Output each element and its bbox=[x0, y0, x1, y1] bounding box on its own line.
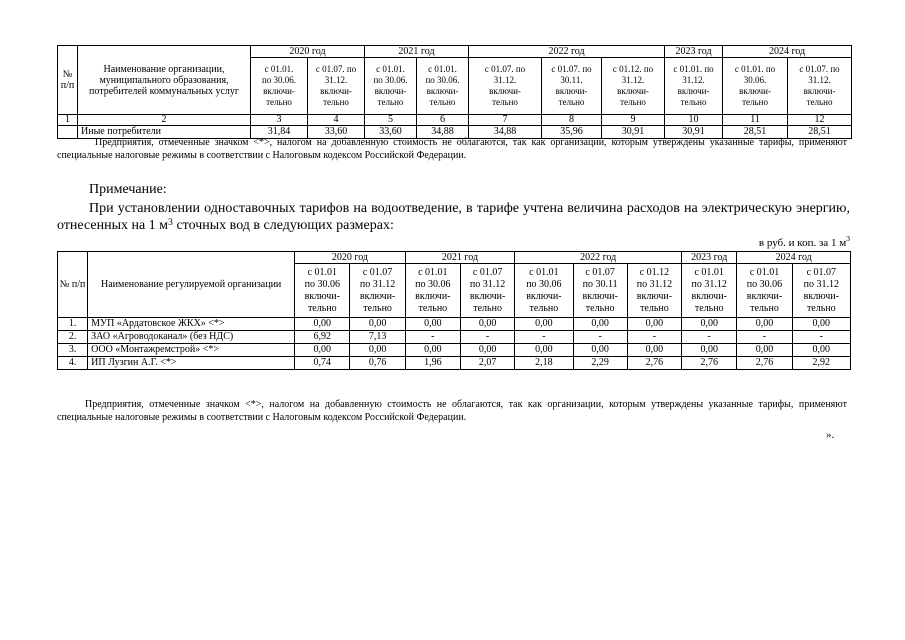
period-header: с 01.01 по 31.12 включи- тельно bbox=[682, 264, 737, 318]
period-header: с 01.01 по 30.06 включи- тельно bbox=[405, 264, 460, 318]
closing-quote: ». bbox=[826, 429, 835, 441]
tariff-value: 2,76 bbox=[737, 357, 792, 370]
row-organization-name: МУП «Ардатовское ЖКХ» <*> bbox=[88, 318, 295, 331]
tariff-value: 33,60 bbox=[308, 126, 365, 139]
tariff-value: - bbox=[460, 331, 514, 344]
tariff-value: 1,96 bbox=[405, 357, 460, 370]
tariff-value: 0,00 bbox=[792, 344, 850, 357]
tariff-value: 0,00 bbox=[573, 344, 627, 357]
column-number: 2 bbox=[78, 115, 251, 126]
row-organization-name: ООО «Монтажремстрой» <*> bbox=[88, 344, 295, 357]
period-header: с 01.01. по 31.12. включи- тельно bbox=[665, 58, 723, 115]
tariff-value: 2,76 bbox=[682, 357, 737, 370]
period-header: с 01.12. по 31.12. включи- тельно bbox=[602, 58, 665, 115]
period-header: с 01.01. по 30.06. включи- тельно bbox=[365, 58, 417, 115]
tariff-value: 31,84 bbox=[251, 126, 308, 139]
tariff-value: 0,00 bbox=[515, 344, 573, 357]
tariff-value: 6,92 bbox=[295, 331, 350, 344]
period-header: с 01.07 по 30.11 включи- тельно bbox=[573, 264, 627, 318]
tariff-value: - bbox=[573, 331, 627, 344]
period-header: с 01.01. по 30.06. включи- тельно bbox=[417, 58, 469, 115]
header-organization-name: Наименование регулируемой организации bbox=[88, 252, 295, 318]
header-year-2022: 2022 год bbox=[515, 252, 682, 264]
note-title: Примечание: bbox=[89, 182, 167, 197]
column-number: 7 bbox=[469, 115, 542, 126]
header-year-2023: 2023 год bbox=[665, 46, 723, 58]
header-year-2024: 2024 год bbox=[737, 252, 851, 264]
column-number: 12 bbox=[788, 115, 852, 126]
tariff-value: 28,51 bbox=[723, 126, 788, 139]
tariff-value: 0,00 bbox=[682, 318, 737, 331]
tariff-value: 2,29 bbox=[573, 357, 627, 370]
column-number: 1 bbox=[58, 115, 78, 126]
column-number: 4 bbox=[308, 115, 365, 126]
period-header: с 01.01 по 30.06 включи- тельно bbox=[295, 264, 350, 318]
tariff-value: 33,60 bbox=[365, 126, 417, 139]
row-organization-name: ЗАО «Агроводоканал» (без НДС) bbox=[88, 331, 295, 344]
tariff-value: - bbox=[682, 331, 737, 344]
tariff-value: 0,00 bbox=[405, 318, 460, 331]
tariff-value: 0,00 bbox=[627, 344, 681, 357]
tariff-value: - bbox=[792, 331, 850, 344]
tariff-value: 2,07 bbox=[460, 357, 514, 370]
electricity-cost-table bbox=[57, 251, 851, 370]
tariff-value: 2,18 bbox=[515, 357, 573, 370]
tariff-table-consumers bbox=[57, 45, 852, 139]
tariff-value: - bbox=[515, 331, 573, 344]
header-year-2021: 2021 год bbox=[365, 46, 469, 58]
tariff-value: 0,74 bbox=[295, 357, 350, 370]
header-number: № п/п bbox=[58, 252, 88, 318]
header-year-2023: 2023 год bbox=[682, 252, 737, 264]
table-row bbox=[58, 331, 851, 344]
table-row bbox=[58, 318, 851, 331]
period-header: с 01.01. по 30.06. включи- тельно bbox=[723, 58, 788, 115]
row-number: 3. bbox=[58, 344, 88, 357]
header-year-2020: 2020 год bbox=[295, 252, 406, 264]
tariff-value: 0,76 bbox=[350, 357, 405, 370]
period-header: с 01.07. по 31.12. включи- тельно bbox=[308, 58, 365, 115]
period-header: с 01.01 по 30.06 включи- тельно bbox=[515, 264, 573, 318]
column-number: 11 bbox=[723, 115, 788, 126]
tariff-value: 0,00 bbox=[682, 344, 737, 357]
tariff-value: - bbox=[627, 331, 681, 344]
unit-label: в руб. и коп. за 1 $м^3$ bbox=[758, 234, 850, 249]
tariff-value: 0,00 bbox=[573, 318, 627, 331]
column-number: 9 bbox=[602, 115, 665, 126]
period-header: с 01.01. по 30.06. включи- тельно bbox=[251, 58, 308, 115]
footnote-vat: Предприятия, отмеченные значком <*>, налогом на добавленную стоимость не облагаются, так как организации, которым утверждены указанные тарифы, применяют специальные налоговые режимы в соответствии с Налоговым кодексом Российской Федерации. bbox=[57, 399, 847, 423]
tariff-value: 30,91 bbox=[602, 126, 665, 139]
header-organization-name: Наименование организации, муниципального образования, потребителей коммунальных услуг bbox=[78, 46, 251, 115]
tariff-value: 30,91 bbox=[665, 126, 723, 139]
period-header: с 01.12 по 31.12 включи- тельно bbox=[627, 264, 681, 318]
tariff-value: 0,00 bbox=[350, 318, 405, 331]
note-body: При установлении одноставочных тарифов на водоотведение, в тарифе учтена величина расходов на электрическую энергию, отнесенных на 1 $м^3$ сточных вод в следующих размерах: bbox=[57, 201, 850, 233]
period-header: с 01.07. по 31.12. включи- тельно bbox=[788, 58, 852, 115]
period-header: с 01.07. по 30.11. включи- тельно bbox=[542, 58, 602, 115]
column-number: 5 bbox=[365, 115, 417, 126]
tariff-value: 0,00 bbox=[737, 344, 792, 357]
footnote-vat: Предприятия, отмеченные значком <*>, налогом на добавленную стоимость не облагаются, так как организации, которым утверждены указанные тарифы, применяют специальные налоговые режимы в соответствии с Налоговым кодексом Российской Федерации. bbox=[57, 137, 847, 161]
column-number: 3 bbox=[251, 115, 308, 126]
period-header: с 01.07 по 31.12 включи- тельно bbox=[460, 264, 514, 318]
tariff-value: 0,00 bbox=[350, 344, 405, 357]
tariff-value: - bbox=[405, 331, 460, 344]
tariff-value: 0,00 bbox=[792, 318, 850, 331]
table-row bbox=[58, 357, 851, 370]
tariff-value: 2,92 bbox=[792, 357, 850, 370]
period-header: с 01.01 по 30.06 включи- тельно bbox=[737, 264, 792, 318]
tariff-value: 34,88 bbox=[417, 126, 469, 139]
row-organization-name: ИП Лузгин А.Г. <*> bbox=[88, 357, 295, 370]
tariff-value: - bbox=[737, 331, 792, 344]
column-number: 6 bbox=[417, 115, 469, 126]
tariff-value: 0,00 bbox=[515, 318, 573, 331]
header-year-2020: 2020 год bbox=[251, 46, 365, 58]
header-number: № п/п bbox=[58, 46, 78, 115]
tariff-value: 0,00 bbox=[295, 318, 350, 331]
row-number: 4. bbox=[58, 357, 88, 370]
header-year-2021: 2021 год bbox=[405, 252, 515, 264]
tariff-value: 34,88 bbox=[469, 126, 542, 139]
tariff-value: 0,00 bbox=[460, 344, 514, 357]
table-row bbox=[58, 344, 851, 357]
header-year-2024: 2024 год bbox=[723, 46, 852, 58]
tariff-value: 2,76 bbox=[627, 357, 681, 370]
column-number: 10 bbox=[665, 115, 723, 126]
tariff-value: 0,00 bbox=[460, 318, 514, 331]
tariff-value: 28,51 bbox=[788, 126, 852, 139]
period-header: с 01.07. по 31.12. включи- тельно bbox=[469, 58, 542, 115]
row-consumer-name: Иные потребители bbox=[78, 126, 251, 139]
period-header: с 01.07 по 31.12 включи- тельно bbox=[350, 264, 405, 318]
row-number: 1. bbox=[58, 318, 88, 331]
tariff-value: 7,13 bbox=[350, 331, 405, 344]
tariff-value: 0,00 bbox=[627, 318, 681, 331]
header-year-2022: 2022 год bbox=[469, 46, 665, 58]
tariff-value: 0,00 bbox=[295, 344, 350, 357]
tariff-value: 0,00 bbox=[737, 318, 792, 331]
column-number: 8 bbox=[542, 115, 602, 126]
row-number: 2. bbox=[58, 331, 88, 344]
period-header: с 01.07 по 31.12 включи- тельно bbox=[792, 264, 850, 318]
tariff-value: 0,00 bbox=[405, 344, 460, 357]
tariff-value: 35,96 bbox=[542, 126, 602, 139]
